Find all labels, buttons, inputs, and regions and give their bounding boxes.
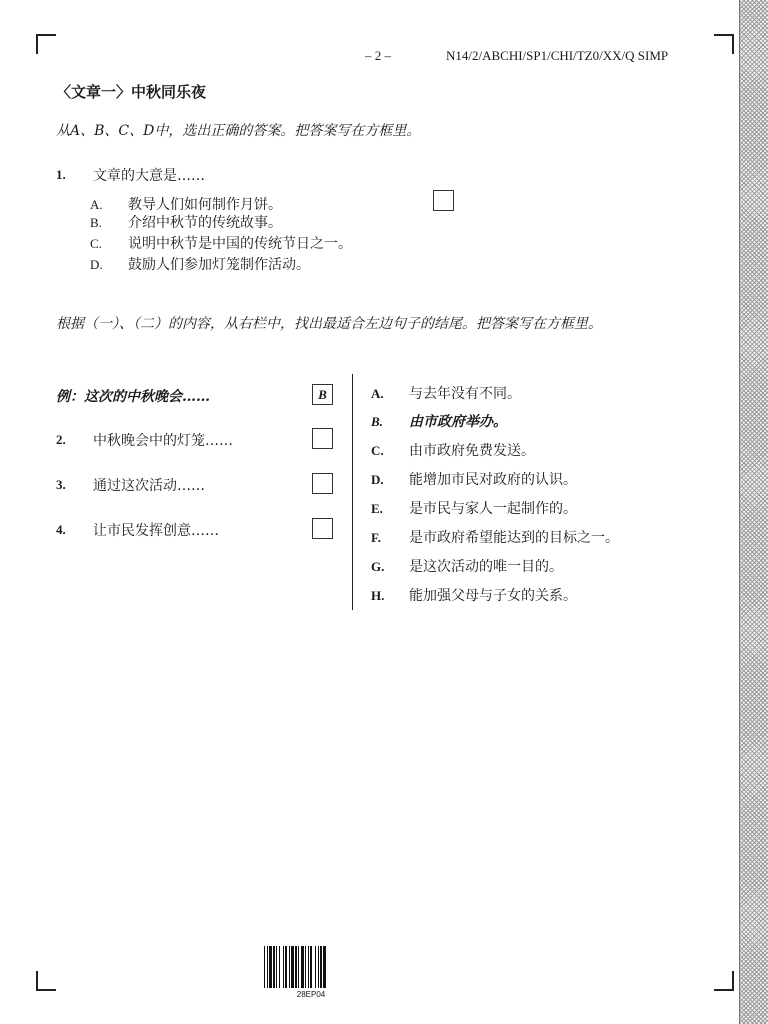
section-title: 〈文章一〉中秋同乐夜 xyxy=(56,83,207,101)
crop-mark-top-right xyxy=(714,34,734,54)
question-1-option-d: D. 鼓励人们参加灯笼制作活动。 xyxy=(90,257,310,273)
choice-g: G. 是这次活动的唯一目的。 xyxy=(371,559,563,575)
question-4-number: 4. xyxy=(56,522,66,537)
paper-code: N14/2/ABCHI/SP1/CHI/TZ0/XX/Q SIMP xyxy=(446,48,669,63)
question-3-answer-box[interactable] xyxy=(312,473,333,494)
choice-f: F. 是市政府希望能达到的目标之一。 xyxy=(371,530,619,546)
question-1-option-a: A. 教导人们如何制作月饼。 xyxy=(90,197,282,213)
question-2-answer-box[interactable] xyxy=(312,428,333,449)
question-1-number: 1. xyxy=(56,167,66,182)
question-4-answer-box[interactable] xyxy=(312,518,333,539)
crop-mark-bottom-left xyxy=(36,971,56,991)
barcode-label: 28EP04 xyxy=(296,990,326,999)
crop-mark-bottom-right xyxy=(714,971,734,991)
example-stem: 例：这次的中秋晚会…… xyxy=(56,389,210,405)
choice-h: H. 能加强父母与子女的关系。 xyxy=(371,588,577,604)
column-divider xyxy=(352,374,353,610)
barcode-graphic xyxy=(264,946,358,988)
question-1-text: 文章的大意是…… xyxy=(93,168,205,184)
question-1-option-c: C. 说明中秋节是中国的传统节日之一。 xyxy=(90,236,352,252)
page-number: – 2 – xyxy=(365,48,391,63)
choice-c: C. 由市政府免费发送。 xyxy=(371,443,535,459)
question-3-number: 3. xyxy=(56,477,66,492)
question-2-text: 中秋晚会中的灯笼…… xyxy=(93,433,233,449)
choice-d: D. 能增加市民对政府的认识。 xyxy=(371,472,577,488)
choice-b: B. 由市政府举办。 xyxy=(371,414,507,430)
choice-e: E. 是市民与家人一起制作的。 xyxy=(371,501,577,517)
choice-a: A. 与去年没有不同。 xyxy=(371,386,521,402)
instruction-multiple-choice: 从A、B、C、D中，选出正确的答案。把答案写在方框里。 xyxy=(56,123,421,139)
question-3-text: 通过这次活动…… xyxy=(93,478,205,494)
question-1-option-b: B. 介绍中秋节的传统故事。 xyxy=(90,215,282,231)
question-1-answer-box[interactable] xyxy=(433,190,454,211)
instruction-matching: 根据（一）、（二）的内容，从右栏中，找出最适合左边句子的结尾。把答案写在方框里。 xyxy=(56,316,602,332)
example-answer-box: B xyxy=(312,384,333,405)
question-2-number: 2. xyxy=(56,432,66,447)
question-4-text: 让市民发挥创意…… xyxy=(93,523,219,539)
page-edge-strip xyxy=(739,0,768,1024)
crop-mark-top-left xyxy=(36,34,56,54)
